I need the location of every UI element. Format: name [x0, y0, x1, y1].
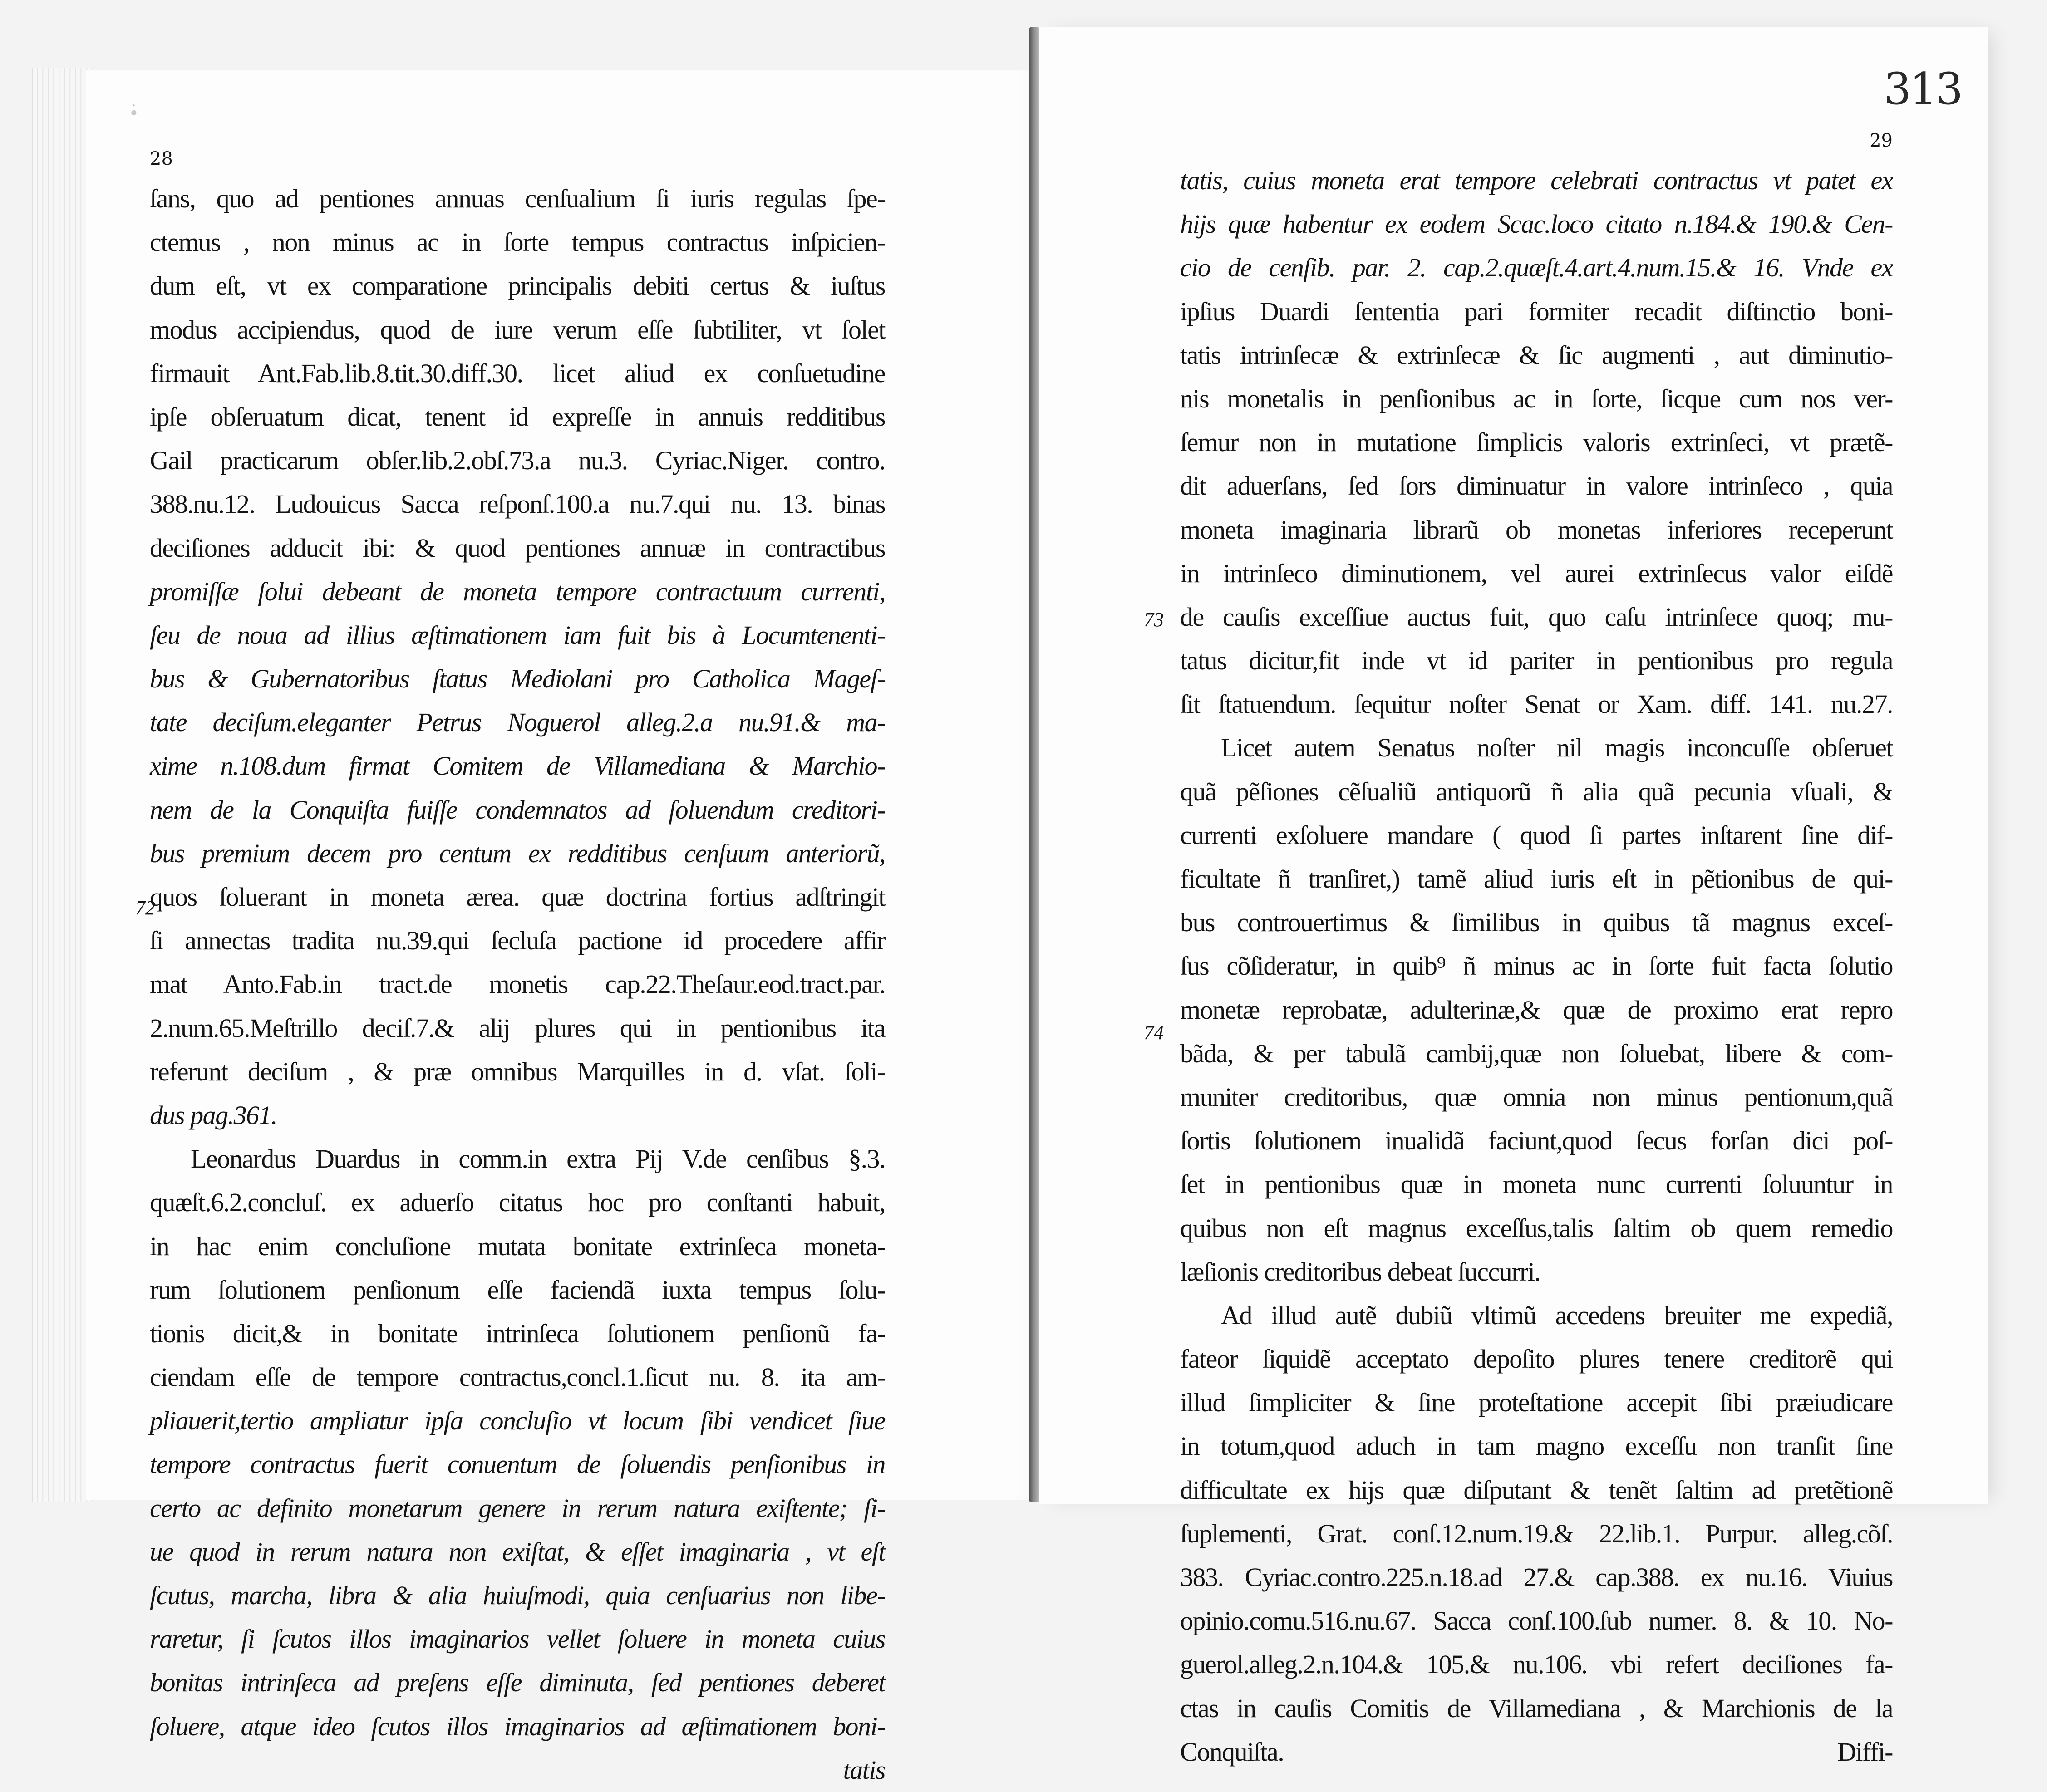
text-line: ſans, quo ad pentiones annuas cenſualium ſi iuris regulas ſpe- — [150, 184, 885, 213]
right-page-text — [1180, 127, 1893, 1774]
text-line: referunt deciſum , & præ omnibus Marquilles in d. vſat. ſoli- — [150, 1056, 885, 1086]
margin-number-73: 73 — [1144, 609, 1164, 631]
right-page-catchword: Diffi- — [1837, 1737, 1893, 1767]
text-line: ſi annectas tradita nu.39.qui ſecluſa pactione id procedere affir — [150, 926, 885, 956]
text-line: in intrinſeco diminutionem, vel aurei extrinſecus valor eiſdẽ — [1180, 558, 1893, 588]
text-line: tatis intrinſecæ & extrinſecæ & ſic augmenti , aut diminutio- — [1180, 340, 1893, 370]
left-page-text — [150, 145, 885, 1792]
text-line: ſoluere, atque ideo ſcutos illos imaginarios ad æſtimationem boni- — [150, 1711, 885, 1741]
text-line: certo ac definito monetarum genere in rerum natura exiſtente; ſi- — [150, 1493, 885, 1523]
text-line: de cauſis exceſſiue auctus fuit, quo caſu intrinſece quoq; mu- — [1180, 602, 1893, 632]
text-line: bonitas intrinſeca ad preſens eſſe diminuta, ſed pentiones deberet — [150, 1668, 885, 1698]
margin-number-72: 72 — [135, 897, 155, 919]
text-line: ſemur non in mutatione ſimplicis valoris extrinſeci, vt prætẽ- — [1180, 427, 1893, 457]
text-line: ſet in pentionibus quæ in moneta nunc currenti ſoluuntur in — [1180, 1169, 1893, 1199]
text-line: ſortis ſolutionem inualidã faciunt,quod ſecus forſan dici poſ- — [1180, 1126, 1893, 1156]
text-line: ue quod in rerum natura non exiſtat, & eſſet imaginaria , vt eſt — [150, 1537, 885, 1566]
text-line: ctemus , non minus ac in ſorte tempus contractus inſpicien- — [150, 227, 885, 257]
text-line: Gail practicarum obſer.lib.2.obſ.73.a nu.3. Cyriac.Niger. contro. — [150, 446, 885, 476]
text-line: fateor ſiquidẽ acceptato depoſito plures tenere creditorẽ qui — [1180, 1344, 1893, 1374]
text-line: ipſe obſeruatum dicat, tenent id expreſſe in annuis redditibus — [150, 402, 885, 432]
text-line: 388.nu.12. Ludouicus Sacca reſponſ.100.a nu.7.qui nu. 13. binas — [150, 489, 885, 519]
text-line: guerol.alleg.2.n.104.& 105.& nu.106. vbi refert deciſiones fa- — [1180, 1650, 1893, 1679]
text-line: cio de cenſib. par. 2. cap.2.quæſt.4.art.4.num.15.& 16. Vnde ex — [1180, 253, 1893, 283]
text-line: pliauerit,tertio ampliatur ipſa concluſio vt locum ſibi vendicet ſiue — [150, 1406, 885, 1436]
text-line: tatus dicitur,fit inde vt id pariter in pentionibus pro regula — [1180, 646, 1893, 676]
text-line: dus pag.361. — [150, 1100, 277, 1130]
text-line: monetæ reprobatæ, adulterinæ,& quæ de proximo erat repro — [1180, 995, 1893, 1025]
text-line: quibus non eſt magnus exceſſus,talis ſaltim ob quem remedio — [1180, 1213, 1893, 1243]
text-line: læſionis creditoribus debeat ſuccurri. — [1180, 1257, 1540, 1286]
text-line: 2.num.65.Meſtrillo deciſ.7.& alij plures qui in pentionibus ita — [150, 1013, 885, 1043]
text-line: ſit ſtatuendum. ſequitur noſter Senat or Xam. diff. 141. nu.27. — [1180, 689, 1893, 719]
text-line: ſus cõſideratur, in quib⁹ ñ minus ac in ſorte fuit facta ſolutio — [1180, 951, 1893, 981]
text-line: illud ſimpliciter & ſine proteſtatione accepit ſibi præiudicare — [1180, 1388, 1893, 1418]
text-line: opinio.comu.516.nu.67. Sacca conſ.100.ſub numer. 8. & 10. No- — [1180, 1606, 1893, 1636]
text-line: modus accipiendus, quod de iure verum eſſe ſubtiliter, vt ſolet — [150, 314, 885, 344]
text-line: promiſſæ ſolui debeant de moneta tempore contractuum currenti, — [150, 576, 885, 606]
text-line: mat Anto.Fab.in tract.de monetis cap.22.Theſaur.eod.tract.par. — [150, 969, 885, 999]
text-line: in hac enim concluſione mutata bonitate extrinſeca moneta- — [150, 1231, 885, 1261]
text-line: nis monetalis in penſionibus ac in ſorte, ſicque cum nos ver- — [1180, 383, 1893, 413]
text-line: tempore contractus fuerit conuentum de ſoluendis penſionibus in — [150, 1449, 885, 1479]
left-page-catchword: tatis — [843, 1755, 885, 1785]
text-line: raretur, ſi ſcutos illos imaginarios vellet ſoluere in moneta cuius — [150, 1624, 885, 1654]
text-line: xime n.108.dum firmat Comitem de Villamediana & Marchio- — [150, 751, 885, 781]
text-line: bus controuertimus & ſimilibus in quibus tã magnus exceſ- — [1180, 908, 1893, 938]
text-line: Licet autem Senatus noſter nil magis inconcuſſe obſeruet — [1221, 733, 1893, 763]
text-line: difficultate ex hijs quæ diſputant & tenẽt ſaltim ad pretẽtionẽ — [1180, 1475, 1893, 1505]
page-stack-edge — [32, 68, 92, 1502]
text-line: ſcutus, marcha, libra & alia huiuſmodi, quia cenſuarius non libe- — [150, 1581, 885, 1610]
ink-smudge: ∙̇ — [129, 102, 138, 123]
text-line: tatis, cuius moneta erat tempore celebrati contractus vt patet ex — [1180, 166, 1893, 195]
text-line: deciſiones adducit ibi: & quod pentiones annuæ in contractibus — [150, 533, 885, 563]
text-line: quos ſoluerant in moneta ærea. quæ doctrina fortius adſtringit — [150, 882, 885, 912]
book-gutter — [1029, 27, 1039, 1502]
text-line: nem de la Conquiſta fuiſſe condemnatos ad ſoluendum creditori- — [150, 795, 885, 825]
text-line: ipſius Duardi ſententia pari formiter recadit diſtinctio boni- — [1180, 296, 1893, 326]
left-page-folio: 28 — [150, 148, 173, 169]
text-line: moneta imaginaria librarũ ob monetas inferiores receperunt — [1180, 515, 1893, 545]
text-line: Leonardus Duardus in comm.in extra Pij V.de cenſibus §.3. — [191, 1144, 885, 1174]
text-line: rum ſolutionem penſionum eſſe faciendã iuxta tempus ſolu- — [150, 1275, 885, 1305]
manuscript-folio-number: 313 — [1884, 64, 1962, 114]
right-page-folio: 29 — [1870, 130, 1893, 151]
left-page-lines — [150, 177, 885, 1748]
text-line: muniter creditoribus, quæ omnia non minus pentionum,quã — [1180, 1082, 1893, 1112]
margin-number-74: 74 — [1144, 1021, 1164, 1044]
text-line: dum eſt, vt ex comparatione principalis debiti certus & iuſtus — [150, 271, 885, 301]
text-line: 383. Cyriac.contro.225.n.18.ad 27.& cap.388. ex nu.16. Viuius — [1180, 1562, 1893, 1592]
text-line: firmauit Ant.Fab.lib.8.tit.30.diff.30. licet aliud ex conſuetudine — [150, 358, 885, 388]
right-page-lines — [1180, 159, 1893, 1774]
text-line: quæſt.6.2.concluſ. ex aduerſo citatus hoc pro conſtanti habuit, — [150, 1188, 885, 1218]
text-line: currenti exſoluere mandare ( quod ſi partes inſtarent ſine dif- — [1180, 820, 1893, 850]
text-line: tate deciſum.eleganter Petrus Noguerol alleg.2.a nu.91.& ma- — [150, 707, 885, 737]
text-line: quã pẽſiones cẽſualiũ antiquorũ ñ alia quã pecunia vſuali, & — [1180, 776, 1893, 806]
text-line: ciendam eſſe de tempore contractus,concl.1.ſicut nu. 8. ita am- — [150, 1362, 885, 1392]
text-line: tionis dicit,& in bonitate intrinſeca ſolutionem penſionũ fa- — [150, 1318, 885, 1348]
text-line: ficultate ñ tranſiret,) tamẽ aliud iuris eſt in pẽtionibus de qui- — [1180, 864, 1893, 894]
text-line-end: Conquiſta. — [1180, 1737, 1284, 1767]
text-line: bus & Gubernatoribus ſtatus Mediolani pro Catholica Mageſ- — [150, 664, 885, 694]
text-line: ſeu de noua ad illius æſtimationem iam fuit bis à Locumtenenti- — [150, 620, 885, 650]
text-line — [1180, 1730, 1893, 1774]
text-line: bãda, & per tabulã cambij,quæ non ſoluebat, libere & com- — [1180, 1038, 1893, 1068]
text-line: Ad illud autẽ dubiũ vltimũ accedens breuiter me expediã, — [1221, 1300, 1893, 1330]
text-line: in totum,quod aduch in tam magno exceſſu non tranſit ſine — [1180, 1431, 1893, 1461]
text-line: ctas in cauſis Comitis de Villamediana , & Marchionis de la — [1180, 1693, 1893, 1723]
text-line: bus premium decem pro centum ex redditibus cenſuum anteriorũ, — [150, 838, 885, 868]
text-line: dit aduerſans, ſed ſors diminuatur in valore intrinſeco , quia — [1180, 471, 1893, 501]
text-line: ſuplementi, Grat. conſ.12.num.19.& 22.lib.1. Purpur. alleg.cõſ. — [1180, 1518, 1893, 1548]
text-line: hijs quæ habentur ex eodem Scac.loco citato n.184.& 190.& Cen- — [1180, 209, 1893, 239]
